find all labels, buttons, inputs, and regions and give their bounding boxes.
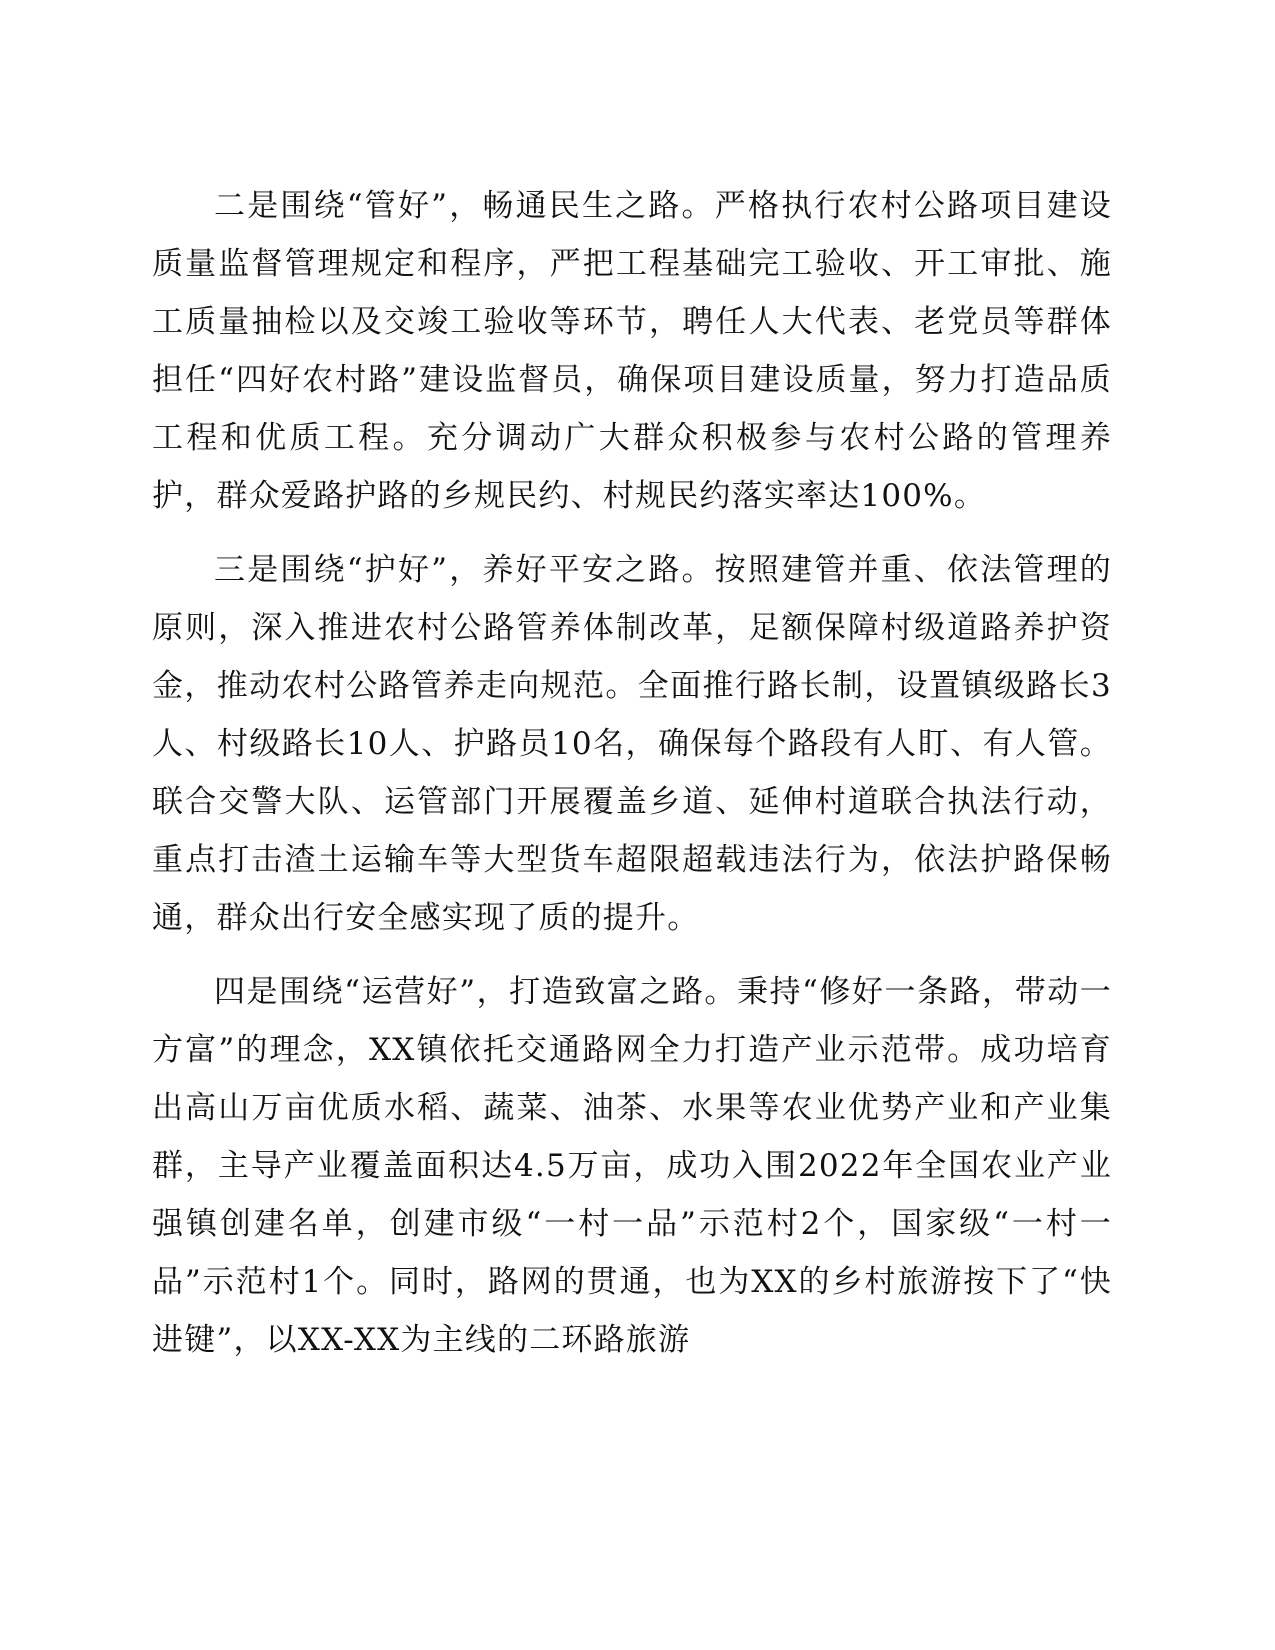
paragraph-yunyinghao: 四是围绕“运营好”，打造致富之路。秉持“修好一条路，带动一方富”的理念，XX镇依托交通路网全力打造产业示范带。成功培育出高山万亩优质水稻、蔬菜、油茶、水果等农业优势产业和产业集群，主导产业覆盖面积达4.5万亩，成功入围2022年全国农业产业强镇创建名单，创建市级“一村一品”示范村2个，国家级“一村一品”示范村1个。同时，路网的贯通，也为XX的乡村旅游按下了“快进键”，以XX-XX为主线的二环路旅游	[152, 974, 1112, 1358]
paragraph-huhao: 三是围绕“护好”，养好平安之路。按照建管并重、依法管理的原则，深入推进农村公路管养体制改革，足额保障村级道路养护资金，推动农村公路管养走向规范。全面推行路长制，设置镇级路长3人、村级路长10人、护路员10名，确保每个路段有人盯、有人管。联合交警大队、运管部门开展覆盖乡道、延伸村道联合执法行动，重点打击渣土运输车等大型货车超限超载违法行为，依法护路保畅通，群众出行安全感实现了质的提升。	[152, 552, 1112, 936]
document-body	[152, 177, 1112, 1385]
paragraph-guanhao: 二是围绕“管好”，畅通民生之路。严格执行农村公路项目建设质量监督管理规定和程序，严把工程基础完工验收、开工审批、施工质量抽检以及交竣工验收等环节，聘任人大代表、老党员等群体担任“四好农村路”建设监督员，确保项目建设质量，努力打造品质工程和优质工程。充分调动广大群众积极参与农村公路的管理养护，群众爱路护路的乡规民约、村规民约落实率达100%。	[152, 188, 1112, 514]
